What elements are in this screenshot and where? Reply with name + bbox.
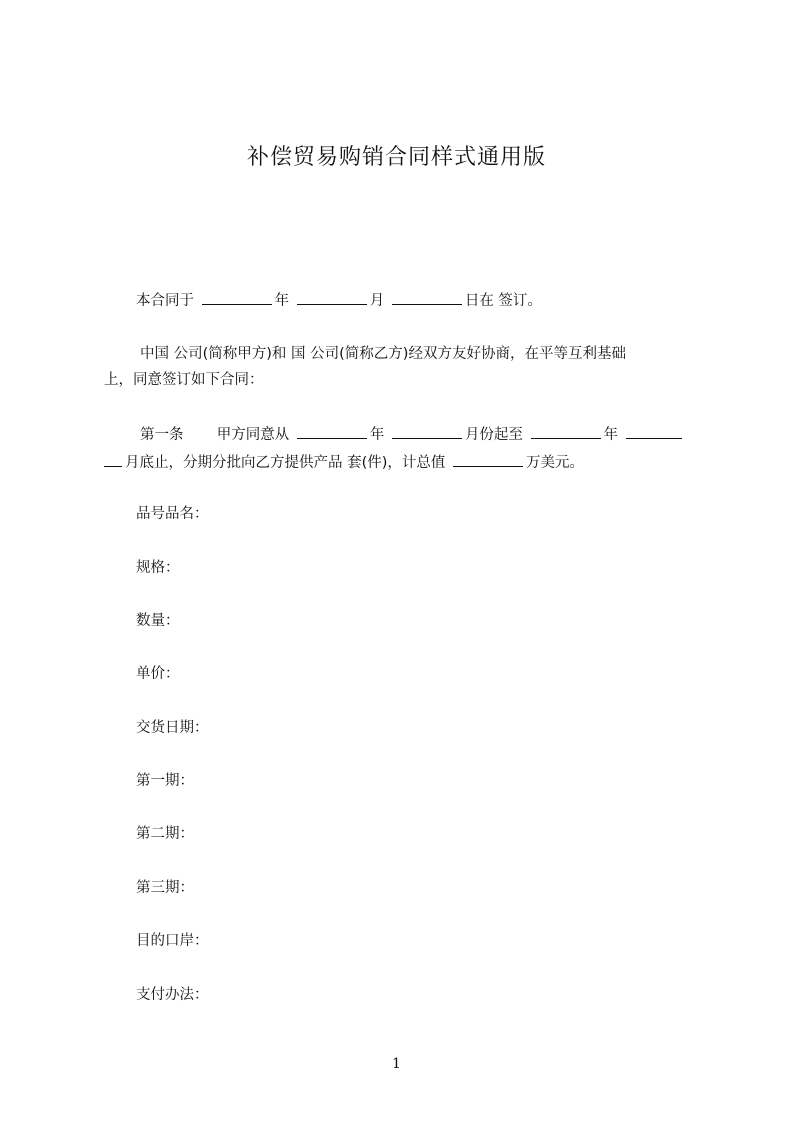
- sign-prefix: 本合同于: [136, 293, 194, 309]
- field-phase-3: 第三期：: [136, 880, 194, 896]
- field-destination-port: 目的口岸：: [136, 933, 209, 949]
- article-1-year-2: 年: [603, 427, 619, 443]
- article-1-text-6: 万美元。: [526, 455, 585, 471]
- article-1-head: 第一条: [140, 427, 184, 443]
- month-blank: [297, 290, 367, 305]
- article-1-line-2: [104, 452, 704, 473]
- to-month-blank-part2: [104, 452, 122, 467]
- article-1-text-1: 甲方同意从: [216, 427, 290, 443]
- month-label: 月: [369, 293, 385, 309]
- article-1-line-1: [104, 424, 740, 445]
- year-blank: [202, 290, 272, 305]
- article-1-text-5: 月底止，分期分批向乙方提供产品 套(件)，计总值: [125, 455, 446, 471]
- parties-line-1: 中国 公司(简称甲方)和 国 公司(简称乙方)经双方友好协商，在平等互利基础: [140, 346, 626, 362]
- field-phase-2: 第二期：: [136, 826, 194, 842]
- page-title: 补偿贸易购销合同样式通用版: [246, 145, 546, 170]
- from-month-blank: [392, 424, 462, 439]
- total-value-blank: [453, 452, 523, 467]
- article-1-year-1: 年: [369, 427, 385, 443]
- sign-date-line: [104, 290, 736, 311]
- from-year-blank: [297, 424, 367, 439]
- field-quantity: 数量：: [136, 613, 180, 629]
- article-1-text-3: 月份起至: [464, 427, 523, 443]
- year-label: 年: [274, 293, 290, 309]
- to-year-blank: [531, 424, 601, 439]
- parties-line-2: 上，同意签订如下合同：: [104, 372, 264, 388]
- field-phase-1: 第一期：: [136, 773, 194, 789]
- field-product-name: 品号品名：: [136, 506, 209, 522]
- day-tail: 日在 签订。: [464, 293, 542, 309]
- to-month-blank-part1: [626, 424, 682, 439]
- page-number: 1: [392, 1056, 401, 1072]
- field-payment-method: 支付办法：: [136, 987, 209, 1003]
- day-blank: [392, 290, 462, 305]
- field-spec: 规格：: [136, 560, 180, 576]
- field-delivery-date: 交货日期：: [136, 720, 209, 736]
- field-unit-price: 单价：: [136, 666, 180, 682]
